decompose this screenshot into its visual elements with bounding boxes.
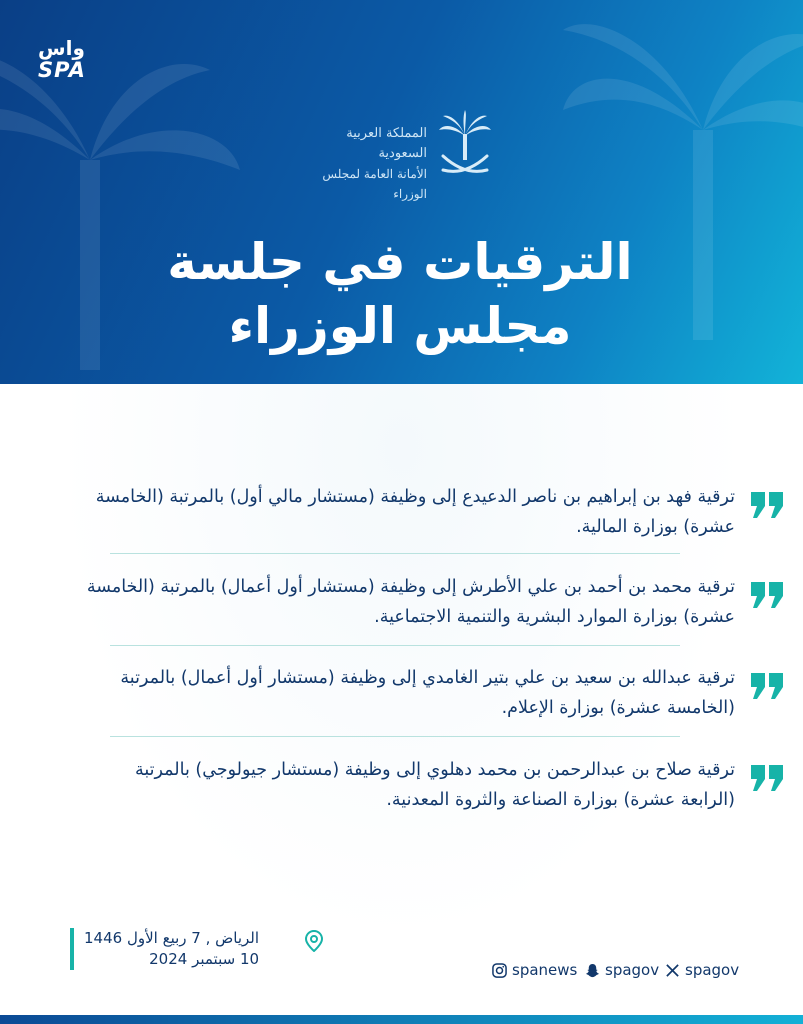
- date-block: [70, 928, 259, 970]
- x-icon: [665, 963, 680, 978]
- location-pin-icon: [304, 930, 324, 952]
- snapchat-handle: spagov: [605, 961, 660, 979]
- list-item: [80, 755, 735, 815]
- title-line-1: الترقيات في جلسة: [167, 233, 633, 291]
- snapchat-icon: [585, 963, 600, 978]
- quote-icon: [749, 673, 785, 699]
- item-text: ترقية عبدالله بن سعيد بن علي بتير الغامدي إلى وظيفة (مستشار أول أعمال) بالمرتبة (الخامسة عشرة) بوزارة الإعلام.: [120, 668, 735, 718]
- page-title: [60, 230, 740, 358]
- quote-icon: [749, 582, 785, 608]
- quote-icon: [749, 765, 785, 791]
- spa-logo: [38, 38, 100, 86]
- emblem-secretariat-text: الأمانة العامة لمجلس الوزراء: [322, 167, 427, 201]
- header-banner: [0, 0, 803, 384]
- title-line-2: مجلس الوزراء: [228, 297, 572, 355]
- instagram-icon: [492, 963, 507, 978]
- instagram-handle: spanews: [512, 961, 578, 979]
- list-item: [80, 663, 735, 723]
- quote-icon: [749, 492, 785, 518]
- item-text: ترقية صلاح بن عبدالرحمن بن محمد دهلوي إلى وظيفة (مستشار جيولوجي) بالمرتبة (الرابعة عشرة) بوزارة الصناعة والثروة المعدنية.: [134, 760, 735, 810]
- cabinet-emblem: [305, 110, 495, 201]
- palm-swords-emblem-icon: [435, 110, 495, 182]
- logo-arabic-text: واس: [38, 36, 85, 60]
- instagram-link[interactable]: [492, 960, 577, 980]
- list-item: [80, 572, 735, 632]
- item-text: ترقية فهد بن إبراهيم بن ناصر الدعيدع إلى وظيفة (مستشار مالي أول) بالمرتبة (الخامسة عشرة) بوزارة المالية.: [95, 487, 735, 537]
- x-link[interactable]: [665, 960, 739, 980]
- list-item: [80, 482, 735, 542]
- divider: [110, 736, 680, 737]
- x-handle: spagov: [685, 961, 740, 979]
- snapchat-link[interactable]: [585, 960, 659, 980]
- divider: [110, 553, 680, 554]
- item-text: ترقية محمد بن أحمد بن علي الأطرش إلى وظيفة (مستشار أول أعمال) بالمرتبة (الخامسة عشرة) بوزارة الموارد البشرية والتنمية الاجتماعية.: [86, 577, 735, 627]
- logo-latin-text: SPA: [38, 58, 86, 82]
- bottom-accent-bar: [0, 1015, 803, 1024]
- emblem-kingdom-text: المملكة العربية السعودية: [346, 126, 427, 161]
- date-hijri: الرياض , 7 ربيع الأول 1446: [84, 929, 260, 947]
- date-gregorian: 10 سبتمبر 2024: [149, 950, 260, 968]
- divider: [110, 645, 680, 646]
